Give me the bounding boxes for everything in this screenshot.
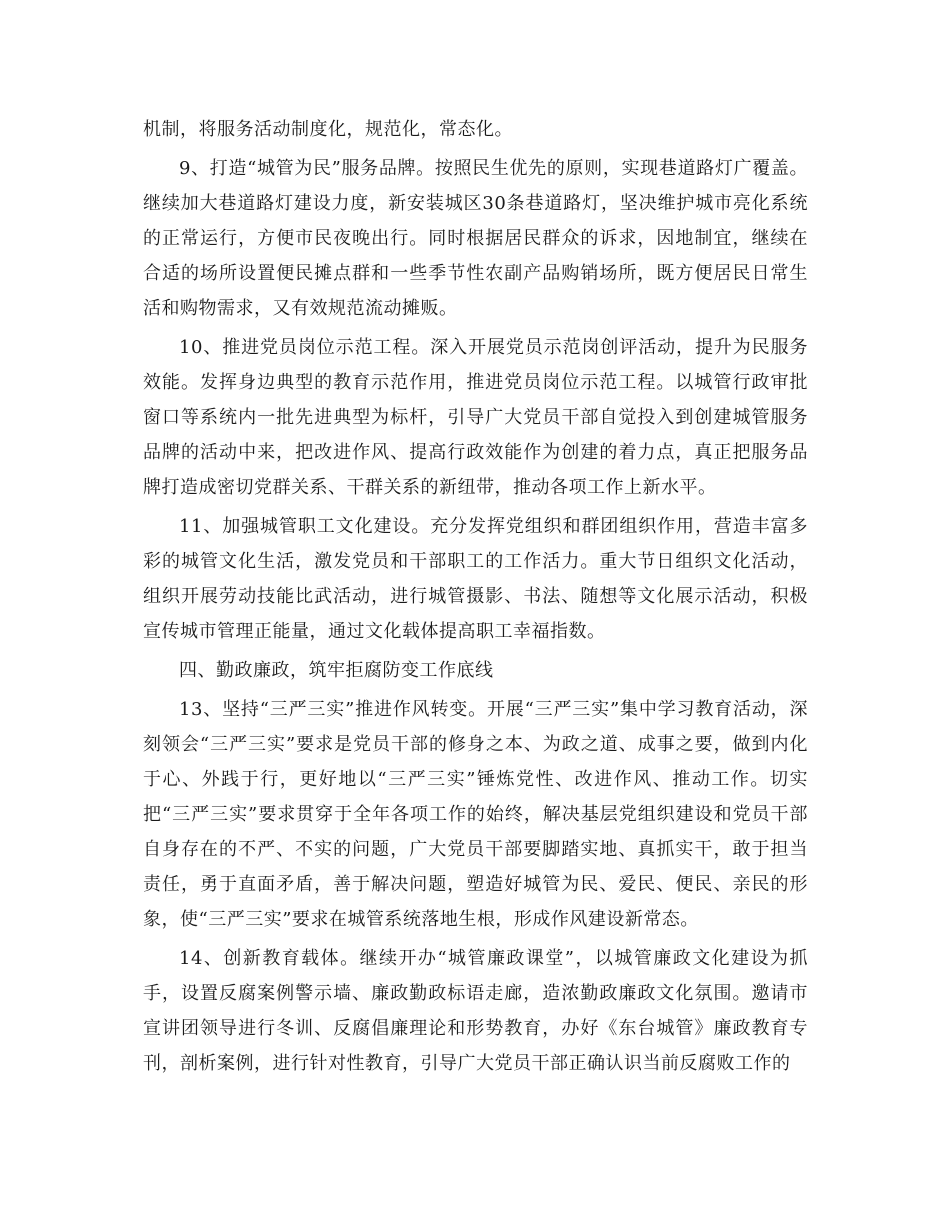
paragraph-item-14: 14、创新教育载体。继续开办“城管廉政课堂”，以城管廉政文化建设为抓手，设置反腐案例警示墙、廉政勤政标语走廊，造浓勤政廉政文化氛围。邀请市宣讲团领导进行冬训、反腐倡廉理论和形势教育，办好《东台城管》廉政教育专刊，剖析案例，进行针对性教育，引导广大党员干部正确认识当前反腐败工作的 (143, 948, 808, 1074)
paragraph-item-10: 10、推进党员岗位示范工程。深入开展党员示范岗创评活动，提升为民服务效能。发挥身边典型的教育示范作用，推进党员岗位示范工程。以城管行政审批窗口等系统内一批先进典型为标杆，引导广大党员干部自觉投入到创建城管服务品牌的活动中来，把改进作风、提高行政效能作为创建的着力点，真正把服务品牌打造成密切党群关系、干群关系的新纽带，推动各项工作上新水平。 (143, 337, 808, 498)
paragraph-item-11: 11、加强城管职工文化建设。充分发挥党组织和群团组织作用，营造丰富多彩的城管文化生活，激发党员和干部职工的工作活力。重大节日组织文化活动，组织开展劳动技能比武活动，进行城管摄影、书法、随想等文化展示活动，积极宣传城市管理正能量，通过文化载体提高职工幸福指数。 (143, 516, 808, 642)
document-page (143, 112, 808, 1081)
paragraph-item-9: 9、打造“城管为民”服务品牌。按照民生优先的原则，实现巷道路灯广覆盖。继续加大巷道路灯建设力度，新安装城区30条巷道路灯，坚决维护城市亮化系统的正常运行，方便市民夜晚出行。同时根据居民群众的诉求，因地制宜，继续在合适的场所设置便民摊点群和一些季节性农副产品购销场所，既方便居民日常生活和购物需求，又有效规范流动摊贩。 (143, 158, 808, 319)
section-heading-4: 四、勤政廉政，筑牢拒腐防变工作底线 (179, 660, 494, 681)
paragraph-item-13: 13、坚持“三严三实”推进作风转变。开展“三严三实”集中学习教育活动，深刻领会“三严三实”要求是党员干部的修身之本、为政之道、成事之要，做到内化于心、外践于行，更好地以“三严三实”锤炼党性、改进作风、推动工作。切实把“三严三实”要求贯穿于全年各项工作的始终，解决基层党组织建设和党员干部自身存在的不严、不实的问题，广大党员干部要脚踏实地、真抓实干，敢于担当责任，勇于直面矛盾，善于解决问题，塑造好城管为民、爱民、便民、亲民的形象，使“三严三实”要求在城管系统落地生根，形成作风建设新常态。 (143, 699, 808, 930)
paragraph-continuation: 机制，将服务活动制度化，规范化，常态化。 (143, 119, 513, 140)
